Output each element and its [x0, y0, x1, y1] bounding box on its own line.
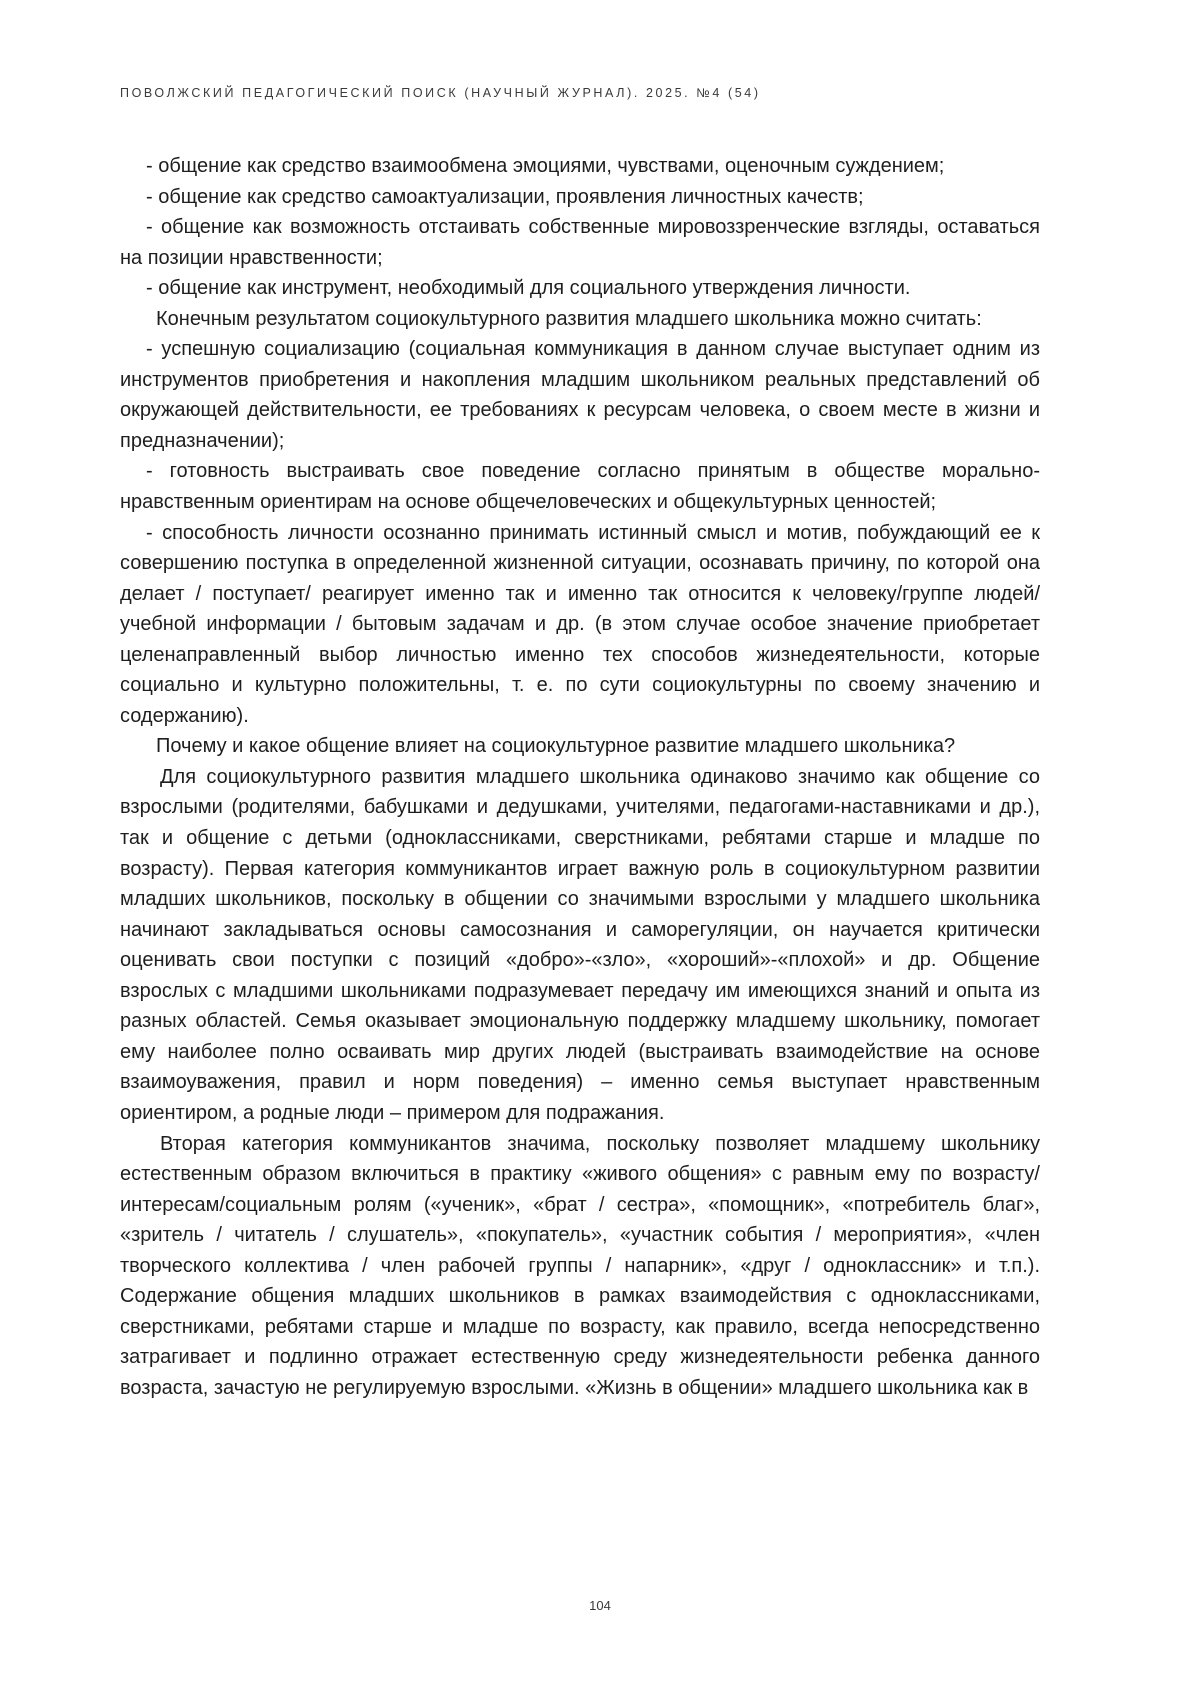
paragraph: Для социокультурного развития младшего школьника одинаково значимо как общение со взрослыми (родителями, бабушками и дедушками, учителями, педагогами-наставниками и др.), так и общение с детьми (одноклассниками, сверстниками, ребятами старше и младше по возрасту). Первая категория коммуникантов играет важную роль в социокультурном развитии младших школьников, поскольку в общении со значимыми взрослыми у младшего школьника начинают закладываться основы самосознания и саморегуляции, он научается критически оценивать свои поступки с позиций «добро»-«зло», «хороший»-«плохой» и др. Общение взрослых с младшими школьниками подразумевает передачу им имеющихся знаний и опыта из разных областей. Семья оказывает эмоциональную поддержку младшему школьнику, помогает ему наиболее полно осваивать мир других людей (выстраивать взаимодействие на основе взаимоуважения, правил и норм поведения) – именно семья выступает нравственным ориентиром, а родные люди – примером для подражания.: [120, 765, 1040, 1124]
list-item: - общение как инструмент, необходимый для социального утверждения личности.: [146, 277, 911, 300]
article-body: [120, 151, 1040, 1403]
paragraph: Вторая категория коммуникантов значима, поскольку позволяет младшему школьнику естественным образом включиться в практику «живого общения» с равным ему по возрасту/интересам/социальным ролям («ученик», «брат / сестра», «помощник», «потребитель благ», «зритель / читатель / слушатель», «покупатель», «участник события / мероприятия», «член творческого коллектива / член рабочей группы / напарник», «друг / одноклассник» и т.п.). Содержание общения младших школьников в рамках взаимодействия с одноклассниками, сверстниками, ребятами старше и младше по возрасту, как правило, всегда непосредственно затрагивает и подлинно отражает естественную среду жизнедеятельности ребенка данного возраста, зачастую не регулируемую взрослыми. «Жизнь в общении» младшего школьника как в: [120, 1132, 1040, 1399]
running-header: ПОВОЛЖСКИЙ ПЕДАГОГИЧЕСКИЙ ПОИСК (НАУЧНЫЙ ЖУРНАЛ). 2025. №4 (54): [120, 86, 761, 100]
list-item: - общение как средство самоактуализации, проявления личностных качеств;: [146, 185, 864, 208]
paragraph: Конечным результатом социокультурного развития младшего школьника можно считать:: [156, 307, 982, 330]
paragraph: Почему и какое общение влияет на социокультурное развитие младшего школьника?: [156, 735, 956, 758]
page-number: 104: [589, 1598, 611, 1613]
list-item: - общение как средство взаимообмена эмоциями, чувствами, оценочным суждением;: [146, 155, 945, 177]
list-item: - общение как возможность отстаивать собственные мировоззренческие взгляды, оставаться на позиции нравственности;: [120, 216, 1040, 269]
list-item: - успешную социализацию (социальная коммуникация в данном случае выступает одним из инструментов приобретения и накопления младшим школьником реальных представлений об окружающей действительности, ее требованиях к ресурсам человека, о своем месте в жизни и предназначении);: [120, 338, 1040, 452]
list-item: - способность личности осознанно принимать истинный смысл и мотив, побуждающий ее к совершению поступка в определенной жизненной ситуации, осознавать причину, по которой она делает / поступает/ реагирует именно так и именно так относится к человеку/группе людей/ учебной информации / бытовым задачам и др. (в этом случае особое значение приобретает целенаправленный выбор личностью именно тех способов жизнедеятельности, которые социально и культурно положительны, т. е. по сути социокультурны по своему значению и содержанию).: [120, 521, 1040, 727]
list-item: - готовность выстраивать свое поведение согласно принятым в обществе морально-нравственным ориентирам на основе общечеловеческих и общекультурных ценностей;: [120, 460, 1040, 514]
